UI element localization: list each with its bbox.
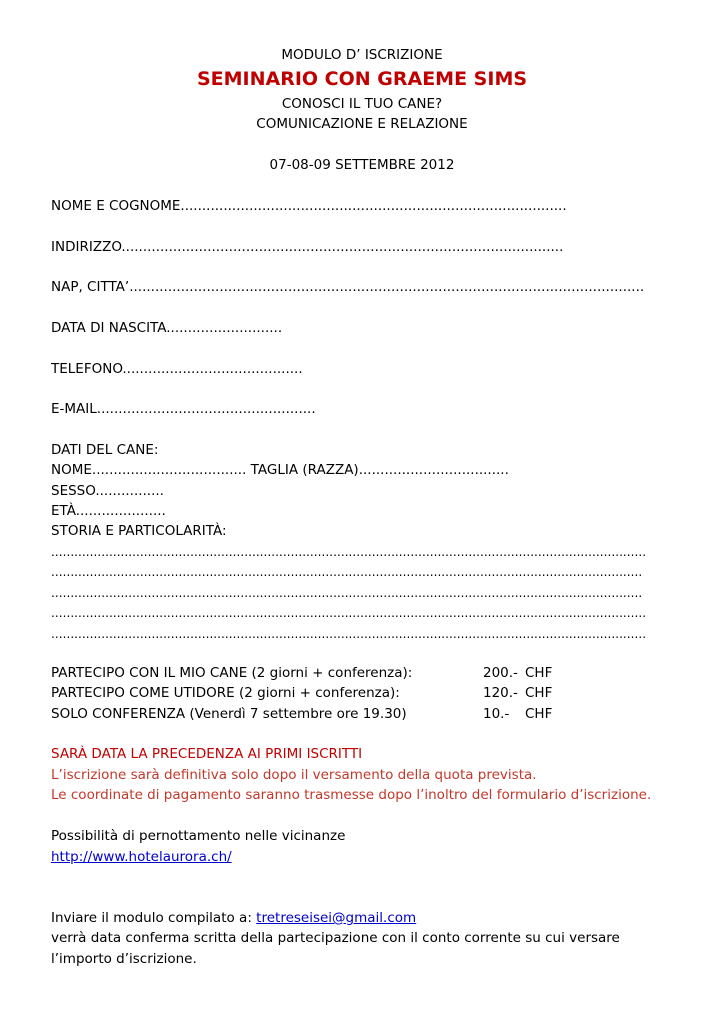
subtitle-1: CONOSCI IL TUO CANE? <box>281 96 443 112</box>
hotel-link[interactable]: http://www.hotelaurora.ch/ <box>51 849 232 865</box>
definitive-note: L’iscrizione sarà definitiva solo dopo il versamento della quota prevista. <box>51 767 537 783</box>
dog-sex-field: SESSO................ <box>51 483 164 499</box>
birth-field: DATA DI NASCITA........................... <box>51 320 283 336</box>
page-title: SEMINARIO CON GRAEME SIMS <box>196 68 528 90</box>
city-field: NAP, CITTA’........................................................................................................................ <box>51 279 645 295</box>
dog-name-breed-field: NOME.................................... TAGLIA (RAZZA)................................... <box>51 462 509 478</box>
story-line: ......................................................................................................................................................... <box>51 565 643 579</box>
precedence-note: SARÀ DATA LA PRECEDENZA AI PRIMI ISCRITTI <box>51 746 363 762</box>
option-currency: CHF <box>525 665 553 681</box>
dog-age-field: ETÀ..................... <box>51 503 166 519</box>
send-prefix: Inviare il modulo compilato a: <box>51 910 257 926</box>
option-currency: CHF <box>525 706 553 722</box>
phone-field: TELEFONO.......................................... <box>51 361 303 377</box>
email-field: E-MAIL................................................... <box>51 401 316 417</box>
story-line: .......................................................................................................................................................... <box>51 627 647 641</box>
option-label: PARTECIPO CON IL MIO CANE (2 giorni + conferenza): <box>51 665 413 681</box>
payment-note: Le coordinate di pagamento saranno trasmesse dopo l’inoltro del formulario d’iscrizione. <box>51 787 652 803</box>
story-line: .......................................................................................................................................................... <box>51 545 647 559</box>
name-field: NOME E COGNOME.......................................................................................... <box>51 198 567 214</box>
option-price: 200.- <box>483 665 518 681</box>
option-label: PARTECIPO COME UTIDORE (2 giorni + conferenza): <box>51 685 400 701</box>
option-price: 120.- <box>483 685 518 701</box>
subtitle-2: COMUNICAZIONE E RELAZIONE <box>256 116 468 132</box>
option-currency: CHF <box>525 685 553 701</box>
story-line: ......................................................................................................................................................... <box>51 586 643 600</box>
option-label: SOLO CONFERENZA (Venerdì 7 settembre ore 19.30) <box>51 706 407 722</box>
contact-email-link[interactable]: tretreseisei@gmail.com <box>256 910 417 926</box>
dog-heading: DATI DEL CANE: <box>51 442 159 458</box>
confirmation-text: verrà data conferma scritta della partecipazione con il conto corrente su cui versare <box>51 930 620 946</box>
lodging-text: Possibilità di pernottamento nelle vicinanze <box>51 828 346 844</box>
option-price: 10.- <box>483 706 510 722</box>
dog-story-label: STORIA E PARTICOLARITÀ: <box>51 523 227 539</box>
address-field: INDIRIZZO....................................................................................................... <box>51 239 564 255</box>
event-dates: 07-08-09 SETTEMBRE 2012 <box>269 157 455 173</box>
story-line: .......................................................................................................................................................... <box>51 606 647 620</box>
form-label: MODULO D’ ISCRIZIONE <box>281 47 443 63</box>
confirmation-text-end: l’importo d’iscrizione. <box>51 951 197 967</box>
